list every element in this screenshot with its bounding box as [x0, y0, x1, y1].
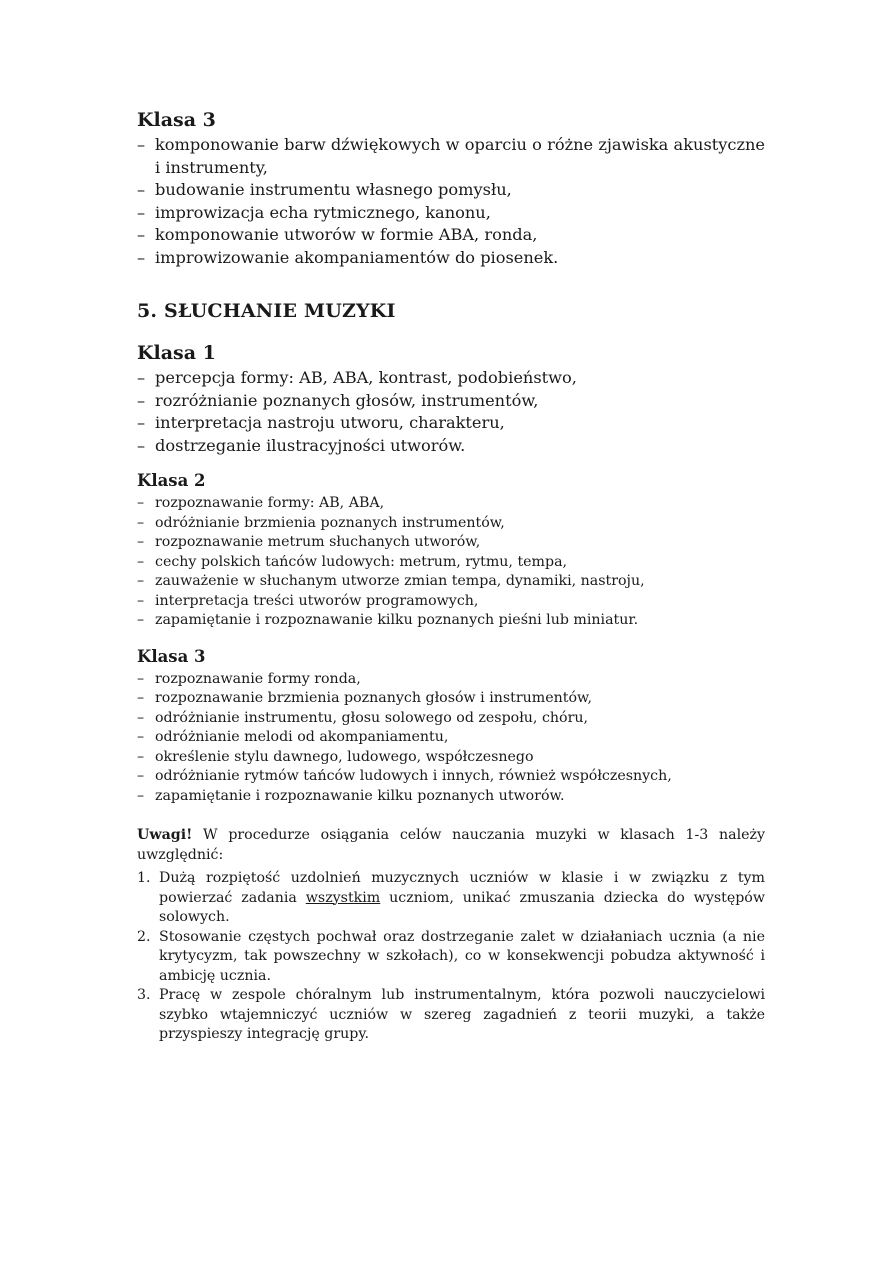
list-item: – budowanie instrumentu własnego pomysłu, [137, 179, 765, 202]
section-heading: Klasa 3 [137, 646, 206, 666]
list-item: – komponowanie utworów w formie ABA, ronda, [137, 224, 765, 247]
list-item [137, 986, 765, 1045]
list-item: – odróżnianie brzmienia poznanych instrumentów, [137, 514, 765, 534]
list-item [137, 928, 765, 987]
bullet-list [137, 134, 765, 269]
numbered-list [137, 869, 765, 1045]
list-item: – improwizowanie akompaniamentów do piosenek. [137, 247, 765, 270]
item-number: 2. [137, 928, 151, 945]
item-text: Dużą rozpiętość uzdolnień muzycznych uczniów w klasie i w związku z tym powierzać zadania [159, 870, 765, 906]
top-klasa3-section [137, 108, 765, 269]
list-item: – cechy polskich tańców ludowych: metrum, rytmu, tempa, [137, 553, 765, 573]
list-item: – interpretacja nastroju utworu, charakteru, [137, 412, 765, 435]
notes-section [137, 826, 765, 1045]
list-item: – zauważenie w słuchanym utworze zmian tempa, dynamiki, nastroju, [137, 572, 765, 592]
notes-label: Uwagi! [137, 827, 193, 843]
underlined-word: wszystkim [305, 889, 381, 906]
item-text-end: uczniom, unikać zmuszania dziecka do występów solowych. [159, 889, 765, 925]
section-heading: Klasa 2 [137, 471, 206, 490]
list-item: – odróżnianie melodi od akompaniamentu, [137, 728, 765, 748]
list-item: – rozróżnianie poznanych głosów, instrumentów, [137, 390, 765, 413]
list-item: – zapamiętanie i rozpoznawanie kilku poznanych pieśni lub miniatur. [137, 611, 765, 631]
list-item [137, 869, 765, 928]
bullet-list [137, 670, 765, 807]
list-item: – dostrzeganie ilustracyjności utworów. [137, 435, 765, 458]
item-number: 1. [137, 870, 151, 886]
item-text: Stosowanie częstych pochwał oraz dostrzeganie zalet w działaniach ucznia (a nie krytycyzm, tak powszechny w szkołach), co w konsekwencji pobudza aktywność i ambicję ucznia. [159, 928, 765, 984]
klasa3-section [137, 647, 765, 807]
bullet-list [137, 367, 765, 457]
list-item: – odróżnianie instrumentu, głosu solowego od zespołu, chóru, [137, 709, 765, 729]
list-item: – zapamiętanie i rozpoznawanie kilku poznanych utworów. [137, 787, 765, 807]
section-heading: Klasa 1 [137, 342, 216, 364]
document-page [137, 108, 765, 1045]
list-item: – odróżnianie rytmów tańców ludowych i innych, również współczesnych, [137, 767, 765, 787]
list-item: – określenie stylu dawnego, ludowego, współczesnego [137, 748, 765, 768]
list-item: – komponowanie barw dźwiękowych w oparciu o różne zjawiska akustyczne i instrumenty, [137, 134, 765, 179]
list-item: – rozpoznawanie brzmienia poznanych głosów i instrumentów, [137, 689, 765, 709]
item-number: 3. [137, 987, 151, 1003]
section-heading: Klasa 3 [137, 109, 216, 131]
list-item: – improwizacja echa rytmicznego, kanonu, [137, 202, 765, 225]
list-item: – rozpoznawanie formy ronda, [137, 670, 765, 690]
chapter-title: 5. SŁUCHANIE MUZYKI [137, 300, 396, 322]
notes-intro-text: W procedurze osiągania celów nauczania muzyki w klasach 1-3 należy uwzględnić: [137, 827, 765, 863]
klasa2-section [137, 471, 765, 631]
list-item: – interpretacja treści utworów programowych, [137, 592, 765, 612]
notes-intro [137, 826, 765, 865]
list-item: – rozpoznawanie formy: AB, ABA, [137, 494, 765, 514]
item-text: Pracę w zespole chóralnym lub instrumentalnym, która pozwoli nauczycielowi szybko wtajemniczyć uczniów w szereg zagadnień z teorii muzyki, a także przyspieszy integrację grupy. [159, 987, 765, 1042]
list-item: – percepcja formy: AB, ABA, kontrast, podobieństwo, [137, 367, 765, 390]
list-item: – rozpoznawanie metrum słuchanych utworów, [137, 533, 765, 553]
bullet-list [137, 494, 765, 631]
klasa1-section [137, 341, 765, 457]
